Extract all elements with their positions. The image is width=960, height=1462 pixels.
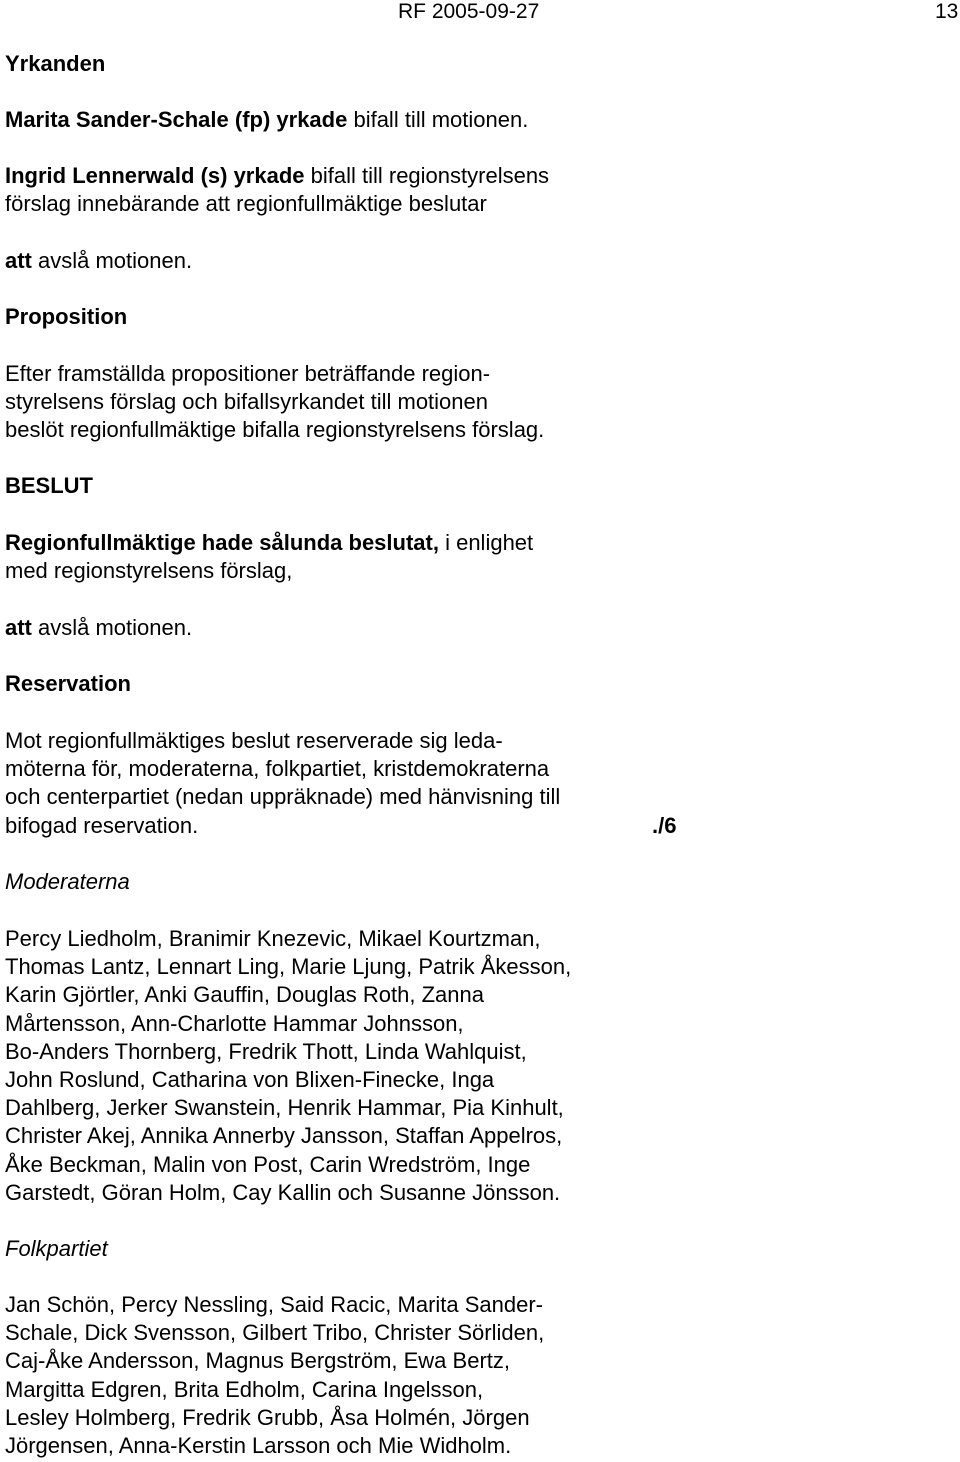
header-date: RF 2005-09-27 bbox=[398, 0, 540, 23]
att-clause bbox=[5, 247, 192, 275]
party-heading-folkpartiet: Folkpartiet bbox=[5, 1236, 108, 1261]
att-clause bbox=[5, 614, 192, 642]
member-list-line: Mårtensson, Ann-Charlotte Hammar Johnsson, bbox=[5, 1010, 464, 1036]
member-list-line: Margitta Edgren, Brita Edholm, Carina Ingelsson, bbox=[5, 1376, 484, 1402]
party-heading-moderaterna: Moderaterna bbox=[5, 869, 130, 894]
member-list-line: Garstedt, Göran Holm, Cay Kallin och Susanne Jönsson. bbox=[5, 1179, 561, 1205]
beslut-lead: Regionfullmäktige hade sålunda beslutat, bbox=[5, 530, 439, 555]
member-list-line: John Roslund, Catharina von Blixen-Finecke, Inga bbox=[5, 1067, 495, 1093]
paragraph-line: bifogad reservation. bbox=[5, 812, 199, 838]
paragraph-line: och centerpartiet (nedan uppräknade) med hänvisning till bbox=[5, 784, 561, 810]
beslut-paragraph bbox=[5, 529, 533, 585]
beslut-text: i enlighet bbox=[438, 530, 534, 555]
motion-yrkande-paragraph bbox=[5, 106, 528, 134]
member-list-line: Percy Liedholm, Branimir Knezevic, Mikael Kourtzman, bbox=[5, 926, 541, 951]
member-list-line: Christer Akej, Annika Annerby Jansson, Staffan Appelros, bbox=[5, 1123, 563, 1149]
paragraph-line: Efter framställda propositioner beträffande region- bbox=[5, 361, 491, 386]
reservation-paragraph bbox=[5, 727, 560, 840]
section-heading-reservation: Reservation bbox=[5, 671, 131, 696]
member-list-line: Dahlberg, Jerker Swanstein, Henrik Hammar, Pia Kinhult, bbox=[5, 1095, 564, 1121]
regionstyrelse-yrkande-paragraph bbox=[5, 162, 549, 218]
section-heading-yrkanden: Yrkanden bbox=[5, 51, 106, 76]
att-keyword: att bbox=[5, 615, 32, 640]
att-keyword: att bbox=[5, 248, 32, 273]
section-heading-proposition: Proposition bbox=[5, 304, 128, 329]
section-heading-beslut: BESLUT bbox=[5, 473, 93, 498]
att-text: avslå motionen. bbox=[31, 248, 193, 273]
member-list-line: Jörgensen, Anna-Kerstin Larsson och Mie Widholm. bbox=[5, 1433, 512, 1459]
member-list-line: Åke Beckman, Malin von Post, Carin Wredström, Inge bbox=[5, 1151, 531, 1177]
member-list-line: Schale, Dick Svensson, Gilbert Tribo, Christer Sörliden, bbox=[5, 1320, 545, 1346]
moderaterna-member-list bbox=[5, 925, 571, 1207]
page-number: 13 bbox=[935, 0, 959, 23]
member-list-line: Lesley Holmberg, Fredrik Grubb, Åsa Holmén, Jörgen bbox=[5, 1404, 530, 1430]
paragraph-line: beslöt regionfullmäktige bifalla regionstyrelsens förslag. bbox=[5, 417, 545, 443]
yrkande-text: bifall till motionen. bbox=[347, 107, 529, 132]
folkpartiet-member-list bbox=[5, 1291, 544, 1460]
attachment-reference: ./6 bbox=[652, 813, 677, 838]
paragraph-line: möterna för, moderaterna, folkpartiet, kristdemokraterna bbox=[5, 756, 550, 782]
member-list-line: Jan Schön, Percy Nessling, Said Racic, Marita Sander- bbox=[5, 1292, 544, 1317]
member-list-line: Caj-Åke Andersson, Magnus Bergström, Ewa Bertz, bbox=[5, 1348, 510, 1374]
yrkande-text-line: förslag innebärande att regionfullmäktige beslutar bbox=[5, 191, 487, 217]
member-list-line: Karin Gjörtler, Anki Gauffin, Douglas Roth, Zanna bbox=[5, 982, 484, 1008]
yrkande-text: bifall till regionstyrelsens bbox=[304, 163, 550, 188]
beslut-text-line: med regionstyrelsens förslag, bbox=[5, 558, 293, 584]
member-list-line: Bo-Anders Thornberg, Fredrik Thott, Linda Wahlquist, bbox=[5, 1038, 527, 1064]
member-list-line: Thomas Lantz, Lennart Ling, Marie Ljung, Patrik Åkesson, bbox=[5, 954, 572, 980]
proposition-paragraph bbox=[5, 360, 544, 445]
paragraph-line: Mot regionfullmäktiges beslut reserverade sig leda- bbox=[5, 728, 503, 753]
paragraph-line: styrelsens förslag och bifallsyrkandet till motionen bbox=[5, 389, 489, 415]
yrkande-speaker: Marita Sander-Schale (fp) yrkade bbox=[5, 107, 348, 132]
yrkande-speaker: Ingrid Lennerwald (s) yrkade bbox=[5, 163, 305, 188]
att-text: avslå motionen. bbox=[31, 615, 193, 640]
